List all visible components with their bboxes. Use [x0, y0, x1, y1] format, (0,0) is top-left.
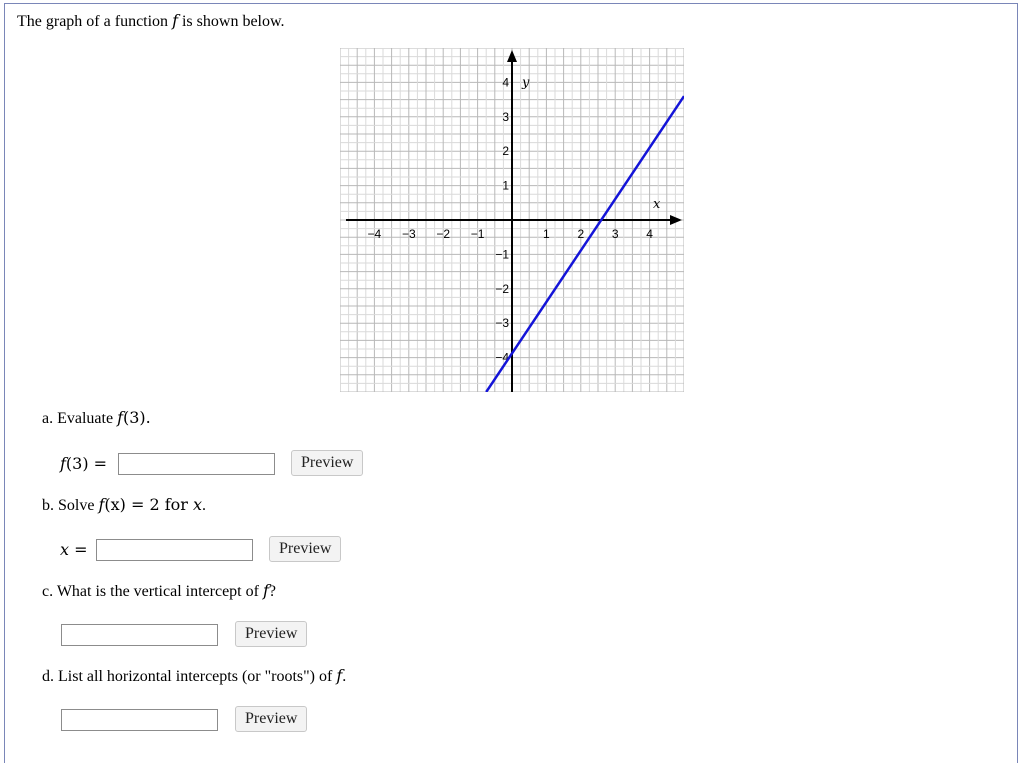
answer-d-input[interactable]: [61, 709, 218, 731]
answer-c-input[interactable]: [61, 624, 218, 646]
question-d-var: f: [336, 666, 343, 685]
question-b-text: b. Solve: [42, 497, 99, 514]
question-d-end: .: [342, 668, 347, 685]
answer-a-label-func: f: [60, 454, 66, 473]
x-tick-label: 1: [543, 227, 550, 241]
question-a-arg: (3).: [123, 408, 151, 427]
preview-b-button[interactable]: Preview: [269, 536, 341, 562]
intro-var: f: [172, 11, 178, 30]
question-b-mid: (x) = 2 for: [104, 495, 194, 514]
question-b: [42, 495, 206, 515]
function-line: [486, 96, 684, 392]
answer-b-label: x =: [60, 540, 88, 559]
answer-a-label-rest: (3) =: [65, 454, 108, 473]
y-axis-arrow: [507, 50, 517, 62]
y-tick-label: 3: [502, 109, 509, 124]
y-tick-label: 2: [502, 144, 509, 159]
y-tick-label: 1: [502, 178, 509, 193]
question-a-func: f: [117, 408, 123, 427]
function-graph: [340, 48, 684, 392]
answer-b-input[interactable]: [96, 539, 253, 561]
question-c-text: c. What is the vertical intercept of: [42, 583, 263, 600]
x-tick-label: −2: [436, 227, 451, 241]
preview-d-button[interactable]: Preview: [235, 706, 307, 732]
question-c-end: ?: [268, 583, 276, 600]
x-tick-label: 2: [577, 227, 585, 241]
y-tick-label: −4: [495, 350, 509, 365]
question-d: [42, 666, 346, 686]
x-tick-label: 3: [611, 227, 619, 241]
question-b-end: .: [202, 497, 207, 514]
x-tick-label: −3: [401, 227, 416, 241]
question-a-text: a. Evaluate: [42, 410, 118, 427]
x-axis-arrow: [670, 215, 682, 225]
y-axis-label: y: [522, 75, 530, 91]
question-c: [42, 581, 276, 601]
question-c-var: f: [262, 581, 269, 600]
problem-intro: [17, 11, 285, 31]
preview-a-button[interactable]: Preview: [291, 450, 363, 476]
preview-c-button[interactable]: Preview: [235, 621, 307, 647]
y-tick-label: −1: [495, 247, 509, 262]
question-a: [42, 408, 151, 428]
y-tick-label: −2: [495, 281, 509, 296]
x-axis-label: x: [653, 196, 661, 212]
x-tick-label: −4: [367, 227, 382, 241]
y-tick-label: 4: [502, 75, 509, 90]
x-tick-label: 4: [646, 227, 653, 241]
intro-text-end: is shown below.: [177, 13, 285, 30]
question-b-var: x: [193, 495, 203, 514]
intro-text: The graph of a function: [17, 13, 173, 30]
answer-a-label: [60, 454, 107, 474]
y-tick-label: −3: [495, 316, 509, 331]
question-b-func: f: [98, 495, 105, 514]
x-tick-label: −1: [470, 227, 485, 241]
answer-a-input[interactable]: [118, 453, 275, 475]
question-d-text: d. List all horizontal intercepts (or "roots") of: [42, 668, 337, 685]
